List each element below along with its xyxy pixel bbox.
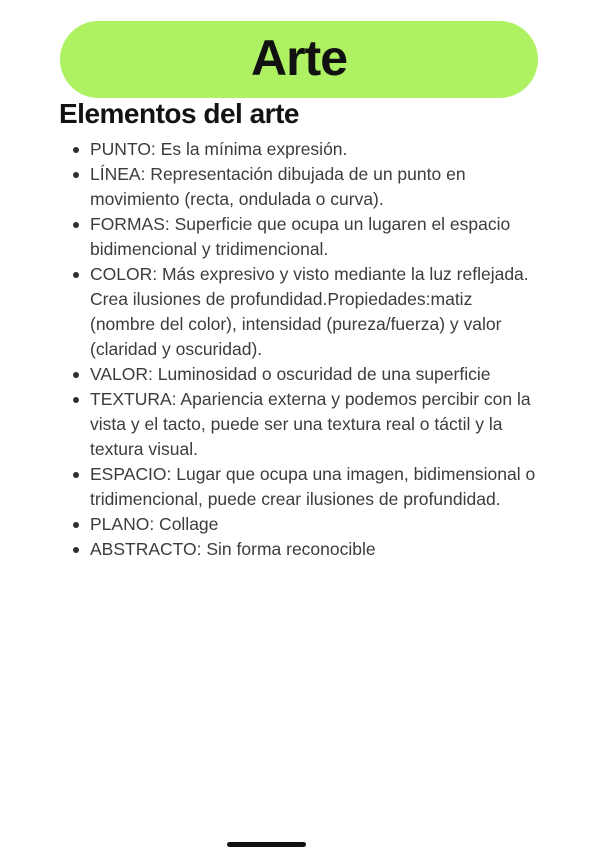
list-item: TEXTURA: Apariencia externa y podemos percibir con la vista y el tacto, puede ser una textura real o táctil y la textura visual. (60, 387, 542, 462)
list-item: VALOR: Luminosidad o oscuridad de una superficie (60, 362, 542, 387)
list-item: LÍNEA: Representación dibujada de un punto en movimiento (recta, ondulada o curva). (60, 162, 542, 212)
list-item: COLOR: Más expresivo y visto mediante la luz reflejada. Crea ilusiones de profundidad.Propiedades:matiz (nombre del color), intensidad (pureza/fuerza) y valor (claridad y oscuridad). (60, 262, 542, 362)
page-title: Arte (250, 29, 348, 86)
section-heading: Elementos del arte (59, 98, 299, 129)
title-pill (60, 21, 538, 98)
list-item: PLANO: Collage (60, 512, 542, 537)
home-indicator-bar[interactable] (227, 842, 306, 847)
elements-list (60, 137, 542, 562)
list-item: ABSTRACTO: Sin forma reconocible (60, 537, 542, 562)
list-item: FORMAS: Superficie que ocupa un lugaren el espacio bidimencional y tridimencional. (60, 212, 542, 262)
list-item: PUNTO: Es la mínima expresión. (60, 137, 542, 162)
list-item: ESPACIO: Lugar que ocupa una imagen, bidimensional o tridimencional, puede crear ilusiones de profundidad. (60, 462, 542, 512)
